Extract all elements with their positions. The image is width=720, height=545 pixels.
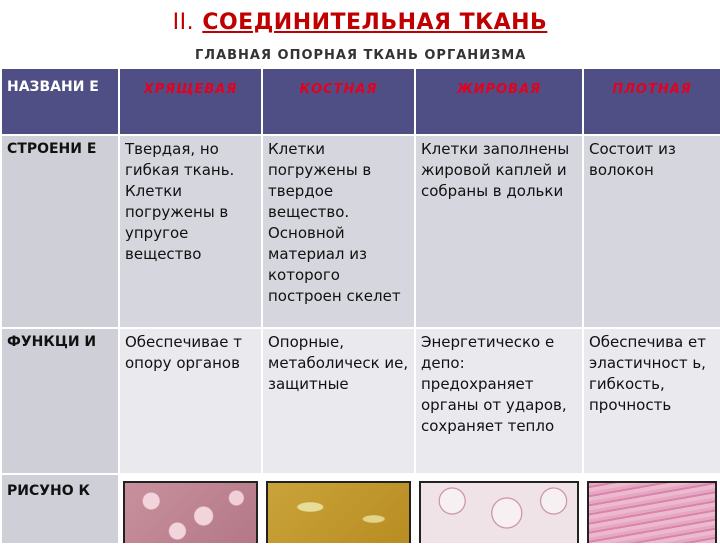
picture-cell: [262, 474, 415, 544]
column-header-bone: КОСТНАЯ: [262, 68, 415, 135]
table-row: [1, 474, 720, 544]
table-cell: Обеспечива ет эластичност ь, гибкость, прочность: [583, 328, 720, 474]
cartilage-tissue-image: [123, 481, 258, 543]
title-main: СОЕДИНИТЕЛЬНАЯ ТКАНЬ: [202, 10, 548, 35]
slide-title: [0, 10, 720, 35]
table-cell: Обеспечивае т опору органов: [119, 328, 262, 474]
table-cell: Твердая, но гибкая ткань. Клетки погружены в упругое вещество: [119, 135, 262, 328]
row-label-functions: ФУНКЦИ И: [1, 328, 119, 474]
table-header-row: [1, 68, 720, 135]
bone-tissue-image: [266, 481, 411, 543]
column-header-dense: ПЛОТНАЯ: [583, 68, 720, 135]
picture-cell: [583, 474, 720, 544]
column-header-cartilage: ХРЯЩЕВАЯ: [119, 68, 262, 135]
table-row: [1, 328, 720, 474]
table-cell: Опорные, метаболическ ие, защитные: [262, 328, 415, 474]
row-label-picture: РИСУНО К: [1, 474, 119, 544]
table-cell: Энергетическо е депо: предохраняет органы от ударов, сохраняет тепло: [415, 328, 583, 474]
tissue-table: [0, 67, 720, 545]
table-cell: Состоит из волокон: [583, 135, 720, 328]
header-label: НАЗВАНИ Е: [1, 68, 119, 135]
row-label-structure: СТРОЕНИ Е: [1, 135, 119, 328]
dense-tissue-image: [587, 481, 717, 543]
title-number: II.: [172, 10, 195, 35]
slide-subtitle: ГЛАВНАЯ ОПОРНАЯ ТКАНЬ ОРГАНИЗМА: [195, 48, 527, 63]
table-cell: Клетки погружены в твердое вещество. Основной материал из которого построен скелет: [262, 135, 415, 328]
table-row: [1, 135, 720, 328]
column-header-adipose: ЖИРОВАЯ: [415, 68, 583, 135]
picture-cell: [119, 474, 262, 544]
picture-cell: [415, 474, 583, 544]
adipose-tissue-image: [419, 481, 579, 543]
table-cell: Клетки заполнены жировой каплей и собраны в дольки: [415, 135, 583, 328]
